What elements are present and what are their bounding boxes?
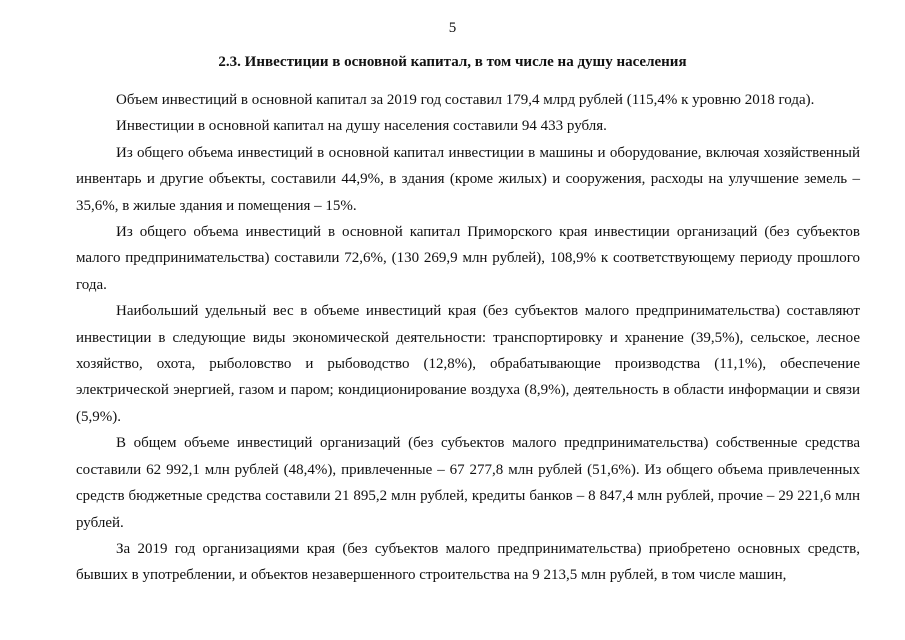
- paragraph-per-capita: Инвестиции в основной капитал на душу населения составили 94 433 рубля.: [116, 118, 607, 135]
- paragraph-organizations-share: Из общего объема инвестиций в основной капитал Приморского края инвестиции организаций (без субъектов малого предпринимательства) составили 72,6%, (130 269,9 млн рублей), 108,9% к соответствующему периоду прошлого года.: [76, 224, 860, 293]
- paragraph-investment-volume: Объем инвестиций в основной капитал за 2019 год составил 179,4 млрд рублей (115,4% к уровню 2018 года).: [116, 92, 815, 108]
- paragraph-used-assets: За 2019 год организациями края (без субъектов малого предпринимательства) приобретено основных средств, бывших в употреблении, и объектов незавершенного строительства на 9 213,5 млн рублей, в том числе машин,: [76, 540, 860, 584]
- page-number: 5: [448, 20, 457, 36]
- paragraph-activity-types: Наибольший удельный вес в объеме инвестиций края (без субъектов малого предпринимательства) составляют инвестиции в следующие виды экономической деятельности: транспортировку и хранение (39,5%), сельское, лесное хозяйство, охота, рыболовство и рыбоводство (12,8%), обрабатывающие производства (11,1%), обеспечение электрической энергией, газом и паром; кондиционирование воздуха (8,9%), деятельность в области информации и связи (5,9%).: [76, 303, 860, 425]
- paragraph-structure: Из общего объема инвестиций в основной капитал инвестиции в машины и оборудование, включая хозяйственный инвентарь и другие объекты, составили 44,9%, в здания (кроме жилых) и сооружения, расходы на улучшение земель – 35,6%, в жилые здания и помещения – 15%.: [76, 144, 860, 214]
- section-heading: 2.3. Инвестиции в основной капитал, в том числе на душу населения: [218, 54, 687, 70]
- paragraph-funding-sources: В общем объеме инвестиций организаций (без субъектов малого предпринимательства) собственные средства составили 62 992,1 млн рублей (48,4%), привлеченные – 67 277,8 млн рублей (51,6%). Из общего объема привлеченных средств бюджетные средства составили 21 895,2 млн рублей, кредиты банков – 8 847,4 млн рублей, прочие – 29 221,6 млн рублей.: [76, 435, 860, 531]
- document-body: [76, 87, 860, 589]
